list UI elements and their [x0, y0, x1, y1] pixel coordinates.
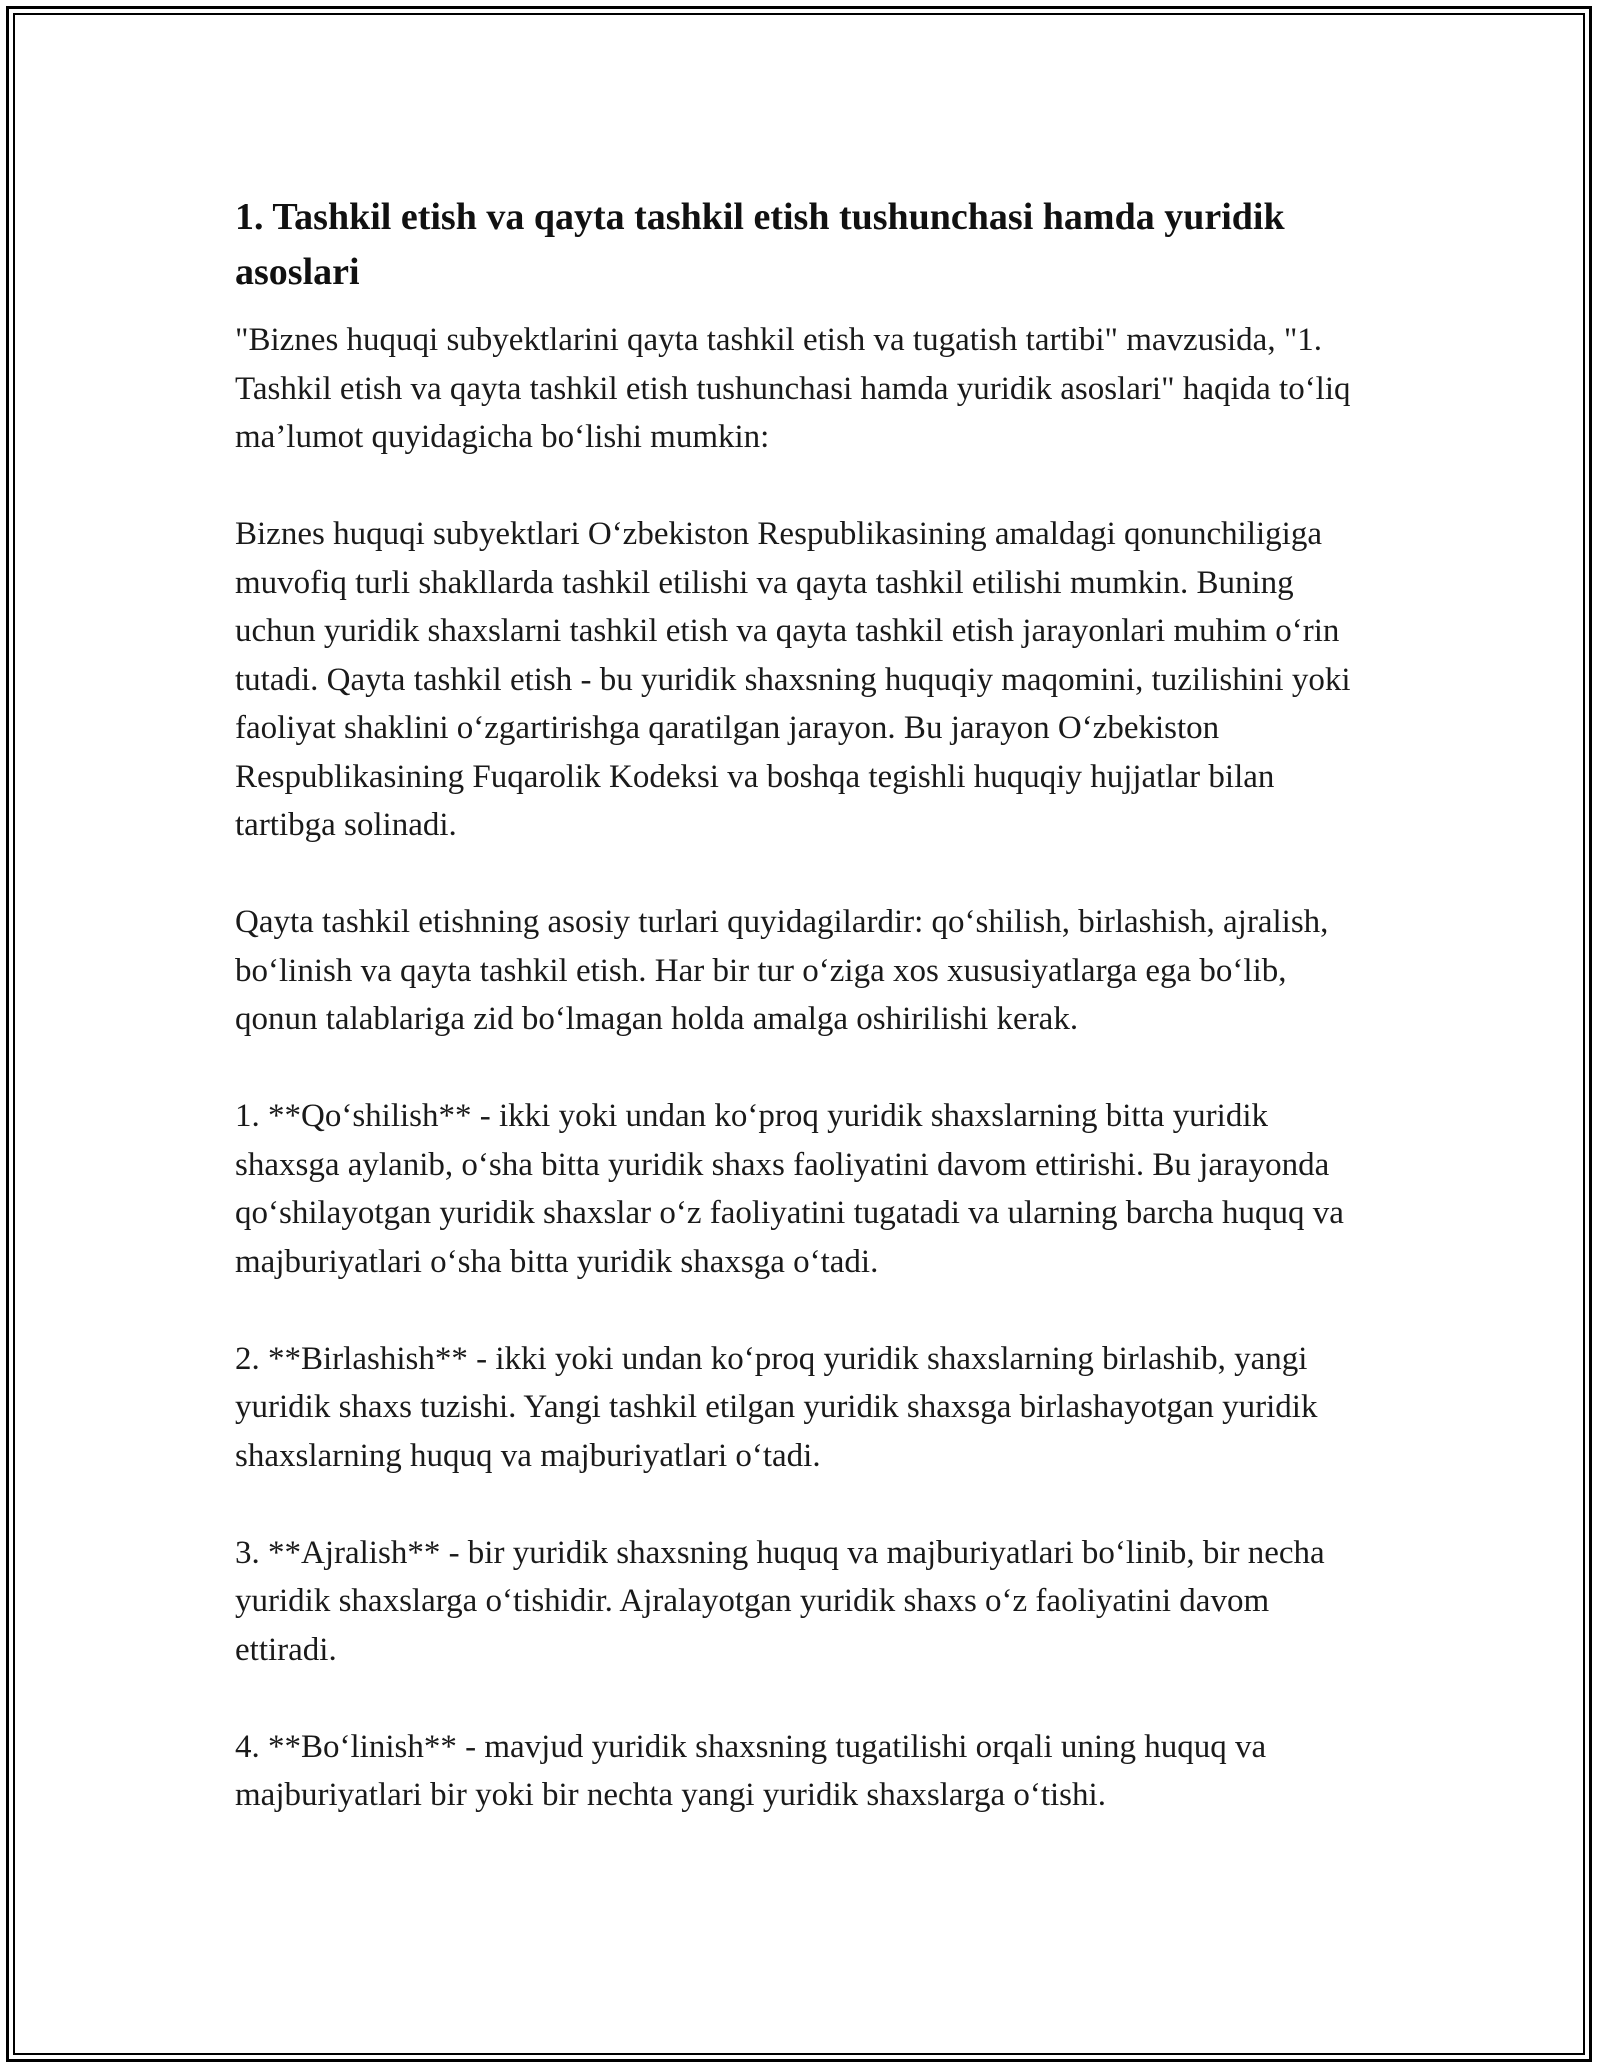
list-item-ajralish: 3. **Ajralish** - bir yuridik shaxsning huquq va majburiyatlari bo‘linib, bir necha yuridik shaxslarga o‘tishidir. Ajralayotgan yuridik shaxs o‘z faoliyatini davom ettiradi. — [235, 1534, 1325, 1668]
section-heading: 1. Tashkil etish va qayta tashkil etish tushunchasi hamda yuridik asoslari — [235, 196, 1285, 293]
list-item-qoshilish: 1. **Qo‘shilish** - ikki yoki undan ko‘proq yuridik shaxslarning bitta yuridik shaxsga aylanib, o‘sha bitta yuridik shaxs faoliyatini davom ettirishi. Bu jarayonda qo‘shilayotgan yuridik shaxslar o‘z faoliyatini tugatadi va ularning barcha huquq va majburiyatlari o‘sha bitta yuridik shaxsga o‘tadi. — [235, 1098, 1344, 1280]
types-paragraph: Qayta tashkil etishning asosiy turlari quyidagilardir: qo‘shilish, birlashish, ajralish, bo‘linish va qayta tashkil etish. Har bir tur o‘ziga xos xususiyatlarga ega bo‘lib, qonun talablariga zid bo‘lmagan holda amalga oshirilishi kerak. — [235, 904, 1329, 1037]
list-item-bolinish: 4. **Bo‘linish** - mavjud yuridik shaxsning tugatilishi orqali uning huquq va majburiyatlari bir yoki bir nechta yangi yuridik shaxslarga o‘tishi. — [235, 1728, 1267, 1813]
intro-paragraph: "Biznes huquqi subyektlarini qayta tashkil etish va tugatish tartibi" mavzusida, "1. Tashkil etish va qayta tashkil etish tushunchasi hamda yuridik asoslari" haqida to‘liq ma’lumot quyidagicha bo‘lishi mumkin: — [235, 322, 1351, 455]
document-body — [235, 190, 1375, 1868]
list-item-birlashish: 2. **Birlashish** - ikki yoki undan ko‘proq yuridik shaxslarning birlashib, yangi yuridik shaxs tuzishi. Yangi tashkil etilgan yuridik shaxsga birlashayotgan yuridik shaxslarning huquq va majburiyatlari o‘tadi. — [235, 1340, 1318, 1474]
body-paragraph: Biznes huquqi subyektlari O‘zbekiston Respublikasining amaldagi qonunchiligiga muvofiq turli shakllarda tashkil etilishi va qayta tashkil etilishi mumkin. Buning uchun yuridik shaxslarni tashkil etish va qayta tashkil etish jarayonlari muhim o‘rin tutadi. Qayta tashkil etish - bu yuridik shaxsning huquqiy maqomini, tuzilishini yoki faoliyat shaklini o‘zgartirishga qaratilgan jarayon. Bu jarayon O‘zbekiston Respublikasining Fuqarolik Kodeksi va boshqa tegishli huquqiy hujjatlar bilan tartibga solinadi. — [235, 516, 1351, 843]
